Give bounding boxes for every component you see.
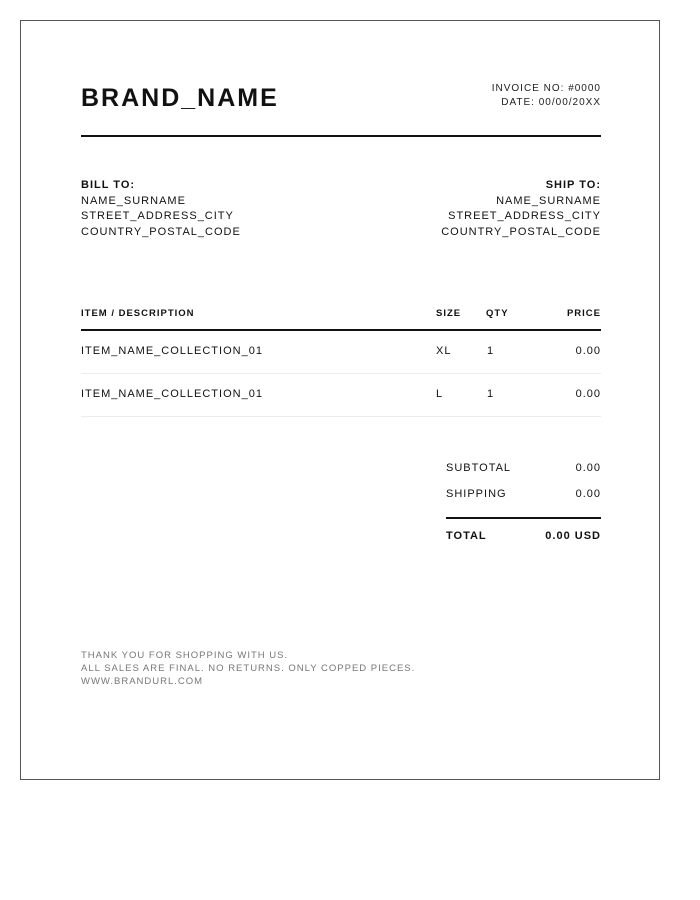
subtotal-value: 0.00 [575,462,601,474]
footer-thanks: THANK YOU FOR SHOPPING WITH US. [81,650,289,661]
column-header-qty: QTY [486,308,509,319]
total-value: 0.00 USD [545,530,601,542]
row-divider [81,373,601,374]
bill-to-name: NAME_SURNAME [81,194,186,207]
bill-to-country: COUNTRY_POSTAL_CODE [81,225,241,238]
brand-name: BRAND_NAME [81,84,279,112]
column-header-size: SIZE [436,308,462,319]
row-item-name: ITEM_NAME_COLLECTION_01 [81,388,263,400]
ship-to-country: COUNTRY_POSTAL_CODE [441,225,601,238]
header-divider [81,135,601,137]
table-header-divider [81,329,601,331]
footer-policy: ALL SALES ARE FINAL. NO RETURNS. ONLY COPPED PIECES. [81,663,416,674]
invoice-number: INVOICE NO: #0000 [491,83,601,94]
shipping-value: 0.00 [575,488,601,500]
total-label: TOTAL [446,530,487,542]
row-size: L [436,388,444,400]
invoice-meta [492,82,601,110]
invoice-sheet [20,20,660,780]
ship-to-street: STREET_ADDRESS_CITY [448,210,601,222]
bill-to-heading: BILL TO: [81,179,136,191]
row-size: XL [436,345,452,357]
ship-to-heading: SHIP TO: [545,179,601,191]
bill-to-street: STREET_ADDRESS_CITY [81,210,234,222]
column-header-item: ITEM / DESCRIPTION [81,308,195,319]
footer-notes [81,649,415,688]
ship-to-block [441,178,601,240]
subtotal-label: SUBTOTAL [446,462,512,474]
row-price: 0.00 [575,345,601,357]
bill-to-block [81,178,241,240]
row-price: 0.00 [575,388,601,400]
invoice-date: DATE: 00/00/20XX [501,97,601,108]
shipping-label: SHIPPING [446,488,507,500]
row-qty: 1 [487,388,495,400]
row-item-name: ITEM_NAME_COLLECTION_01 [81,345,263,357]
column-header-price: PRICE [566,308,601,319]
row-qty: 1 [487,345,495,357]
total-divider [446,517,601,519]
ship-to-name: NAME_SURNAME [496,194,601,207]
row-divider [81,416,601,417]
footer-website: WWW.BRANDURL.COM [81,676,204,687]
